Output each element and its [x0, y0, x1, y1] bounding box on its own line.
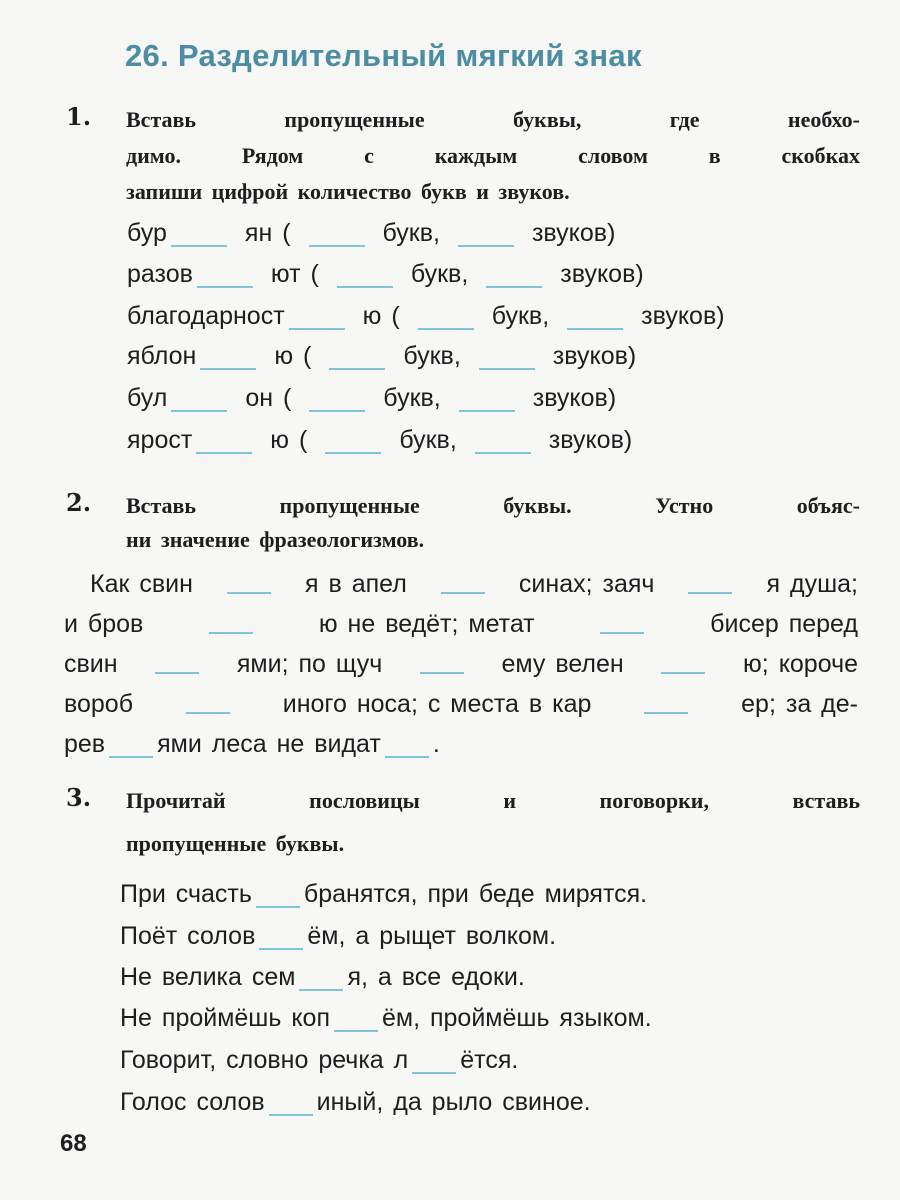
line-text: букв, — [410, 260, 469, 288]
fill-in-blank[interactable] — [441, 570, 485, 594]
line-text: ю ( — [274, 342, 312, 370]
exercise-instruction: димо. Рядом с каждым словом в скобках — [126, 143, 860, 168]
fill-in-blank[interactable] — [420, 650, 464, 674]
fill-in-blank[interactable] — [567, 306, 623, 330]
fill-in-blank[interactable] — [289, 306, 345, 330]
line-text: я в апел — [305, 570, 407, 598]
page-number: 68 — [60, 1130, 87, 1157]
line-text: ю ( — [270, 426, 308, 454]
line-text: Не проймёшь коп — [120, 1004, 330, 1032]
line-text: ему велен — [501, 650, 624, 678]
fill-in-blank[interactable] — [458, 223, 514, 247]
exercise-line — [127, 384, 630, 413]
fill-in-blank[interactable] — [209, 610, 253, 634]
exercise-number: 2. — [66, 488, 92, 517]
fill-in-blank[interactable] — [418, 306, 474, 330]
fill-in-blank[interactable] — [309, 388, 365, 412]
fill-in-blank[interactable] — [479, 346, 535, 370]
line-text: он ( — [245, 384, 292, 412]
exercise-line — [120, 1046, 518, 1075]
fill-in-blank[interactable] — [688, 570, 732, 594]
fill-in-blank[interactable] — [299, 967, 343, 991]
exercise-instruction: Вставь пропущенные буквы. Устно объяс- — [126, 493, 860, 518]
line-text: и бров — [64, 610, 144, 638]
line-text: ём, проймёшь языком. — [382, 1004, 652, 1032]
exercise-line — [64, 690, 858, 719]
line-text: ян ( — [244, 219, 291, 247]
line-text: звуков) — [532, 384, 617, 412]
line-text: вороб — [64, 690, 134, 718]
fill-in-blank[interactable] — [309, 223, 365, 247]
line-text: букв, — [399, 426, 457, 454]
line-text: звуков) — [548, 426, 633, 454]
fill-in-blank[interactable] — [486, 264, 542, 288]
exercise-line — [127, 342, 650, 371]
exercise-instruction: Вставь пропущенные буквы, где необхо- — [126, 107, 860, 132]
exercise-line — [64, 650, 858, 679]
line-text: Говорит, словно речка л — [120, 1046, 409, 1074]
line-text: я душа; — [766, 570, 858, 598]
line-text: иного носа; с места в кар — [282, 690, 592, 718]
fill-in-blank[interactable] — [385, 734, 429, 758]
line-text: ю ( — [362, 302, 400, 330]
fill-in-blank[interactable] — [171, 223, 227, 247]
line-text: благодарност — [127, 302, 285, 330]
line-text: ём, а рыщет волком. — [307, 922, 557, 950]
line-text: ярост — [127, 426, 193, 454]
exercise-line — [64, 610, 858, 639]
fill-in-blank[interactable] — [644, 690, 688, 714]
line-text: ями леса не видат — [157, 730, 381, 758]
line-text: ер; за де- — [741, 690, 858, 718]
line-text: . — [432, 730, 440, 758]
line-text: иный, да рыло свиное. — [316, 1088, 591, 1116]
fill-in-blank[interactable] — [412, 1050, 456, 1074]
line-text: бранятся, при беде мирятся. — [303, 880, 648, 908]
line-text: ю не ведёт; метат — [318, 610, 535, 638]
fill-in-blank[interactable] — [334, 1008, 378, 1032]
line-text: букв, — [382, 219, 440, 247]
fill-in-blank[interactable] — [186, 690, 230, 714]
exercise-instruction: Прочитай пословицы и поговорки, вставь — [126, 788, 860, 813]
line-text: Поёт солов — [120, 922, 256, 950]
fill-in-blank[interactable] — [661, 650, 705, 674]
line-text: Не велика сем — [120, 963, 296, 991]
exercise-line — [120, 1004, 652, 1033]
exercise-line — [120, 922, 556, 951]
fill-in-blank[interactable] — [337, 264, 393, 288]
exercise-line — [127, 302, 739, 331]
line-text: Голос солов — [120, 1088, 265, 1116]
line-text: рев — [64, 730, 106, 758]
line-text: синах; заяч — [518, 570, 655, 598]
fill-in-blank[interactable] — [600, 610, 644, 634]
fill-in-blank[interactable] — [155, 650, 199, 674]
fill-in-blank[interactable] — [329, 346, 385, 370]
fill-in-blank[interactable] — [200, 346, 256, 370]
fill-in-blank[interactable] — [227, 570, 271, 594]
line-text: я, а все едоки. — [347, 963, 525, 991]
line-text: свин — [64, 650, 118, 678]
line-text: Как свин — [90, 570, 193, 598]
fill-in-blank[interactable] — [196, 430, 252, 454]
exercise-line — [127, 260, 658, 289]
page-title: 26. Разделительный мягкий знак — [125, 38, 642, 73]
exercise-line — [120, 880, 647, 909]
line-text: бур — [127, 219, 167, 247]
line-text: букв, — [403, 342, 461, 370]
line-text: При счасть — [120, 880, 252, 908]
line-text: ют ( — [270, 260, 319, 288]
line-text: ётся. — [460, 1046, 519, 1074]
line-text: букв, — [491, 302, 550, 330]
fill-in-blank[interactable] — [171, 388, 227, 412]
fill-in-blank[interactable] — [197, 264, 253, 288]
fill-in-blank[interactable] — [269, 1092, 313, 1116]
line-text: бисер перед — [710, 610, 858, 638]
line-text: букв, — [383, 384, 441, 412]
exercise-number: 3. — [66, 783, 92, 812]
exercise-instruction: ни значение фразеологизмов. — [126, 527, 425, 552]
fill-in-blank[interactable] — [459, 388, 515, 412]
line-text: яблон — [127, 342, 197, 370]
exercise-line — [120, 1088, 591, 1117]
fill-in-blank[interactable] — [109, 734, 153, 758]
fill-in-blank[interactable] — [325, 430, 381, 454]
exercise-instruction: пропущенные буквы. — [126, 831, 345, 856]
line-text: звуков) — [531, 219, 616, 247]
exercise-line — [120, 963, 525, 992]
line-text: звуков) — [552, 342, 637, 370]
line-text: бул — [127, 384, 168, 412]
fill-in-blank[interactable] — [256, 884, 300, 908]
line-text: звуков) — [641, 302, 725, 330]
line-text: ями; по щуч — [236, 650, 383, 678]
exercise-number: 1. — [66, 102, 92, 131]
exercise-line — [127, 219, 629, 248]
exercise-line — [127, 426, 646, 455]
fill-in-blank[interactable] — [475, 430, 531, 454]
exercise-instruction: запиши цифрой количество букв и звуков. — [126, 179, 570, 204]
line-text: звуков) — [560, 260, 644, 288]
line-text: ю; короче — [743, 650, 858, 678]
exercise-line — [90, 570, 858, 599]
fill-in-blank[interactable] — [259, 926, 303, 950]
line-text: разов — [127, 260, 193, 288]
exercise-line — [64, 730, 440, 759]
